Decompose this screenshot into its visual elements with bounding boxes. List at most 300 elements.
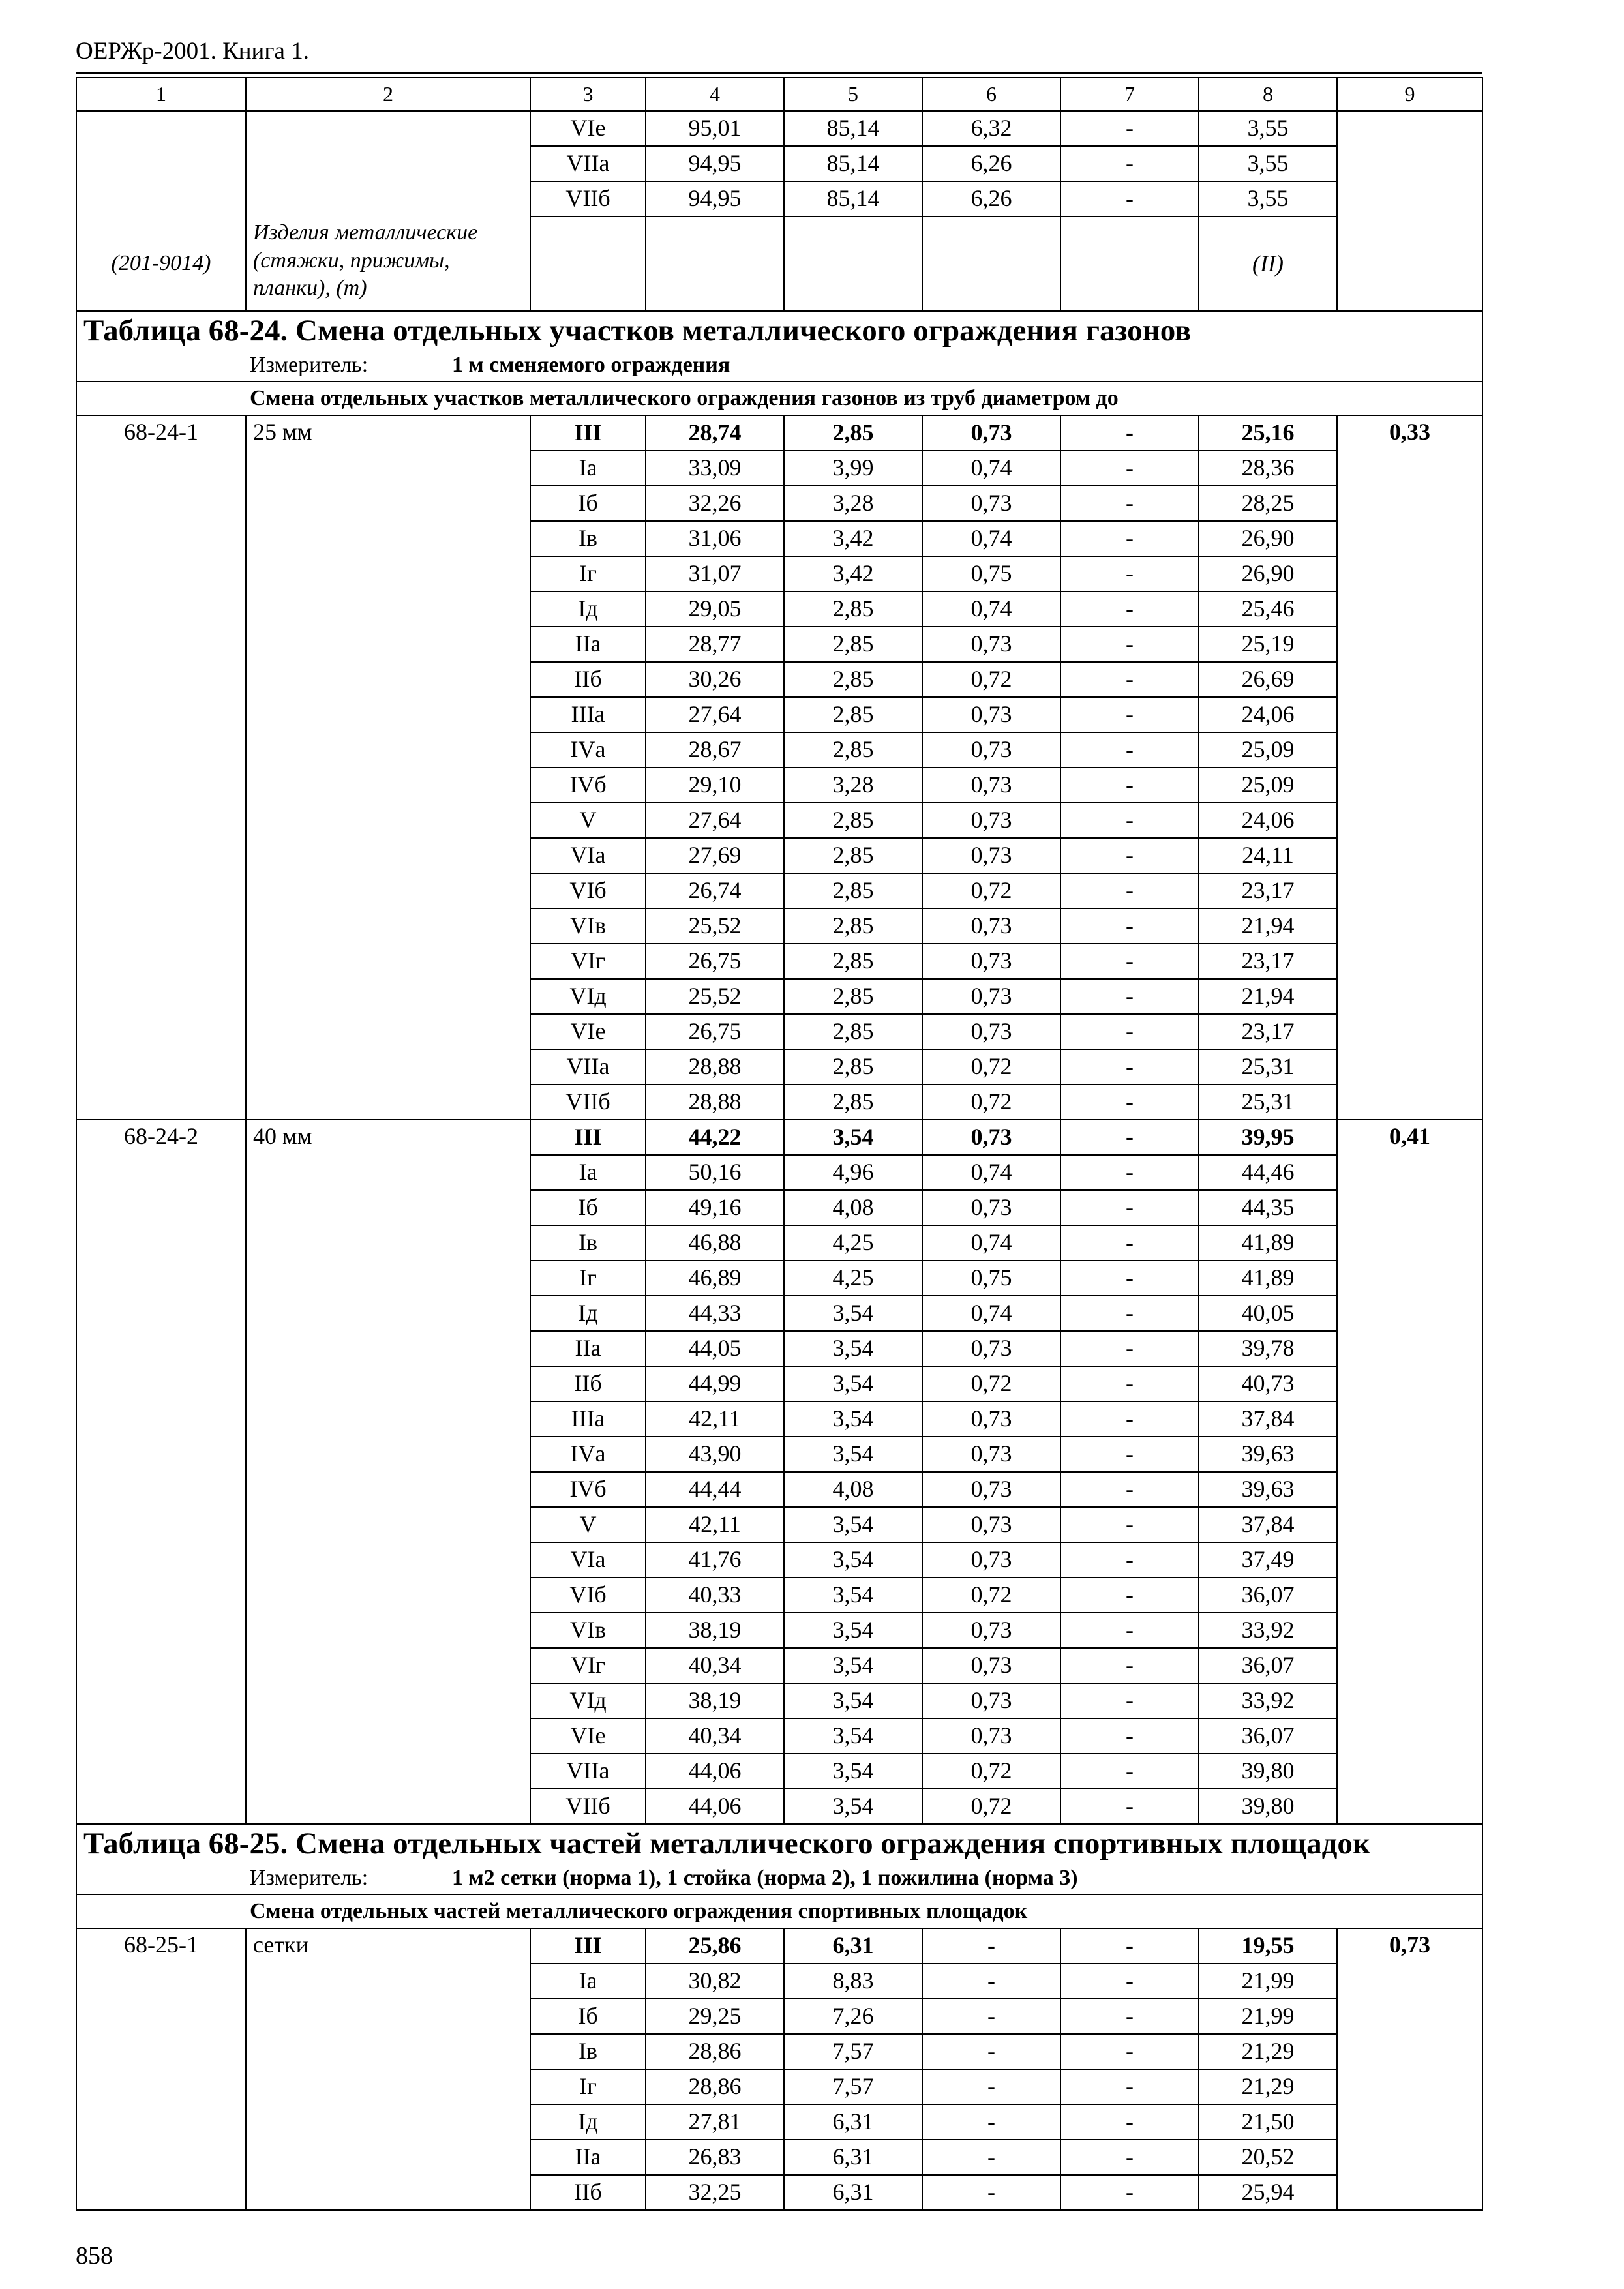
value-cell: 39,80 bbox=[1199, 1754, 1337, 1789]
value-cell: - bbox=[1060, 838, 1199, 873]
value-cell: - bbox=[1060, 181, 1199, 217]
value-cell: 36,07 bbox=[1199, 1648, 1337, 1683]
empty-cell bbox=[1060, 217, 1199, 311]
zone-cell: Iа bbox=[530, 1155, 646, 1190]
value-cell: - bbox=[1060, 1507, 1199, 1542]
zone-cell: VIе bbox=[530, 111, 646, 146]
value-cell: 6,31 bbox=[784, 1928, 922, 1964]
value-cell: 3,99 bbox=[784, 451, 922, 486]
value-cell: - bbox=[1060, 1085, 1199, 1120]
value-cell: - bbox=[1060, 1401, 1199, 1437]
table-row bbox=[76, 1120, 1482, 1155]
zone-cell: Iв bbox=[530, 1225, 646, 1261]
zone-cell: IIа bbox=[530, 1331, 646, 1366]
col9-value: 0,41 bbox=[1337, 1120, 1482, 1824]
zone-cell: V bbox=[530, 803, 646, 838]
zone-cell: VIв bbox=[530, 1613, 646, 1648]
zone-cell: VIа bbox=[530, 1542, 646, 1578]
value-cell: 33,09 bbox=[646, 451, 784, 486]
value-cell: 3,54 bbox=[784, 1366, 922, 1401]
value-cell: - bbox=[1060, 415, 1199, 451]
value-cell: - bbox=[1060, 1437, 1199, 1472]
value-cell: 3,54 bbox=[784, 1754, 922, 1789]
value-cell: 0,73 bbox=[922, 1542, 1060, 1578]
value-cell: 3,54 bbox=[784, 1401, 922, 1437]
value-cell: - bbox=[1060, 556, 1199, 591]
value-cell: 0,73 bbox=[922, 627, 1060, 662]
rate-code: 68-25-1 bbox=[76, 1928, 246, 2210]
zone-cell: VIв bbox=[530, 908, 646, 944]
value-cell: 23,17 bbox=[1199, 944, 1337, 979]
value-cell: 29,25 bbox=[646, 1999, 784, 2034]
value-cell: 25,94 bbox=[1199, 2175, 1337, 2210]
value-cell: - bbox=[1060, 521, 1199, 556]
value-cell: - bbox=[922, 2175, 1060, 2210]
zone-cell: VIб bbox=[530, 1578, 646, 1613]
empty-cell bbox=[530, 217, 646, 311]
column-number: 6 bbox=[922, 78, 1060, 111]
value-cell: 6,31 bbox=[784, 2175, 922, 2210]
value-cell: 0,73 bbox=[922, 732, 1060, 768]
name-cell bbox=[246, 111, 530, 217]
value-cell: 33,92 bbox=[1199, 1613, 1337, 1648]
value-cell: - bbox=[1060, 1928, 1199, 1964]
zone-cell: IIб bbox=[530, 2175, 646, 2210]
value-cell: 3,42 bbox=[784, 556, 922, 591]
value-cell: - bbox=[922, 1964, 1060, 1999]
zone-cell: Iв bbox=[530, 2034, 646, 2069]
zone-cell: VIIа bbox=[530, 146, 646, 181]
value-cell: 23,17 bbox=[1199, 1014, 1337, 1049]
value-cell: 3,55 bbox=[1199, 111, 1337, 146]
value-cell: - bbox=[1060, 979, 1199, 1014]
value-cell: 2,85 bbox=[784, 873, 922, 908]
value-cell: - bbox=[1060, 1754, 1199, 1789]
value-cell: 4,08 bbox=[784, 1472, 922, 1507]
value-cell: 44,05 bbox=[646, 1331, 784, 1366]
value-cell: 3,54 bbox=[784, 1789, 922, 1824]
value-cell: 29,10 bbox=[646, 768, 784, 803]
zone-cell: Iа bbox=[530, 1964, 646, 1999]
value-cell: 3,55 bbox=[1199, 181, 1337, 217]
zone-cell: IIа bbox=[530, 2140, 646, 2175]
col9-value: 0,73 bbox=[1337, 1928, 1482, 2210]
zone-cell: VIг bbox=[530, 1648, 646, 1683]
value-cell: 31,07 bbox=[646, 556, 784, 591]
value-cell: 25,16 bbox=[1199, 415, 1337, 451]
zone-cell: VIе bbox=[530, 1014, 646, 1049]
value-cell: 2,85 bbox=[784, 944, 922, 979]
value-cell: 40,73 bbox=[1199, 1366, 1337, 1401]
value-cell: 2,85 bbox=[784, 662, 922, 697]
unit-row bbox=[76, 350, 1482, 382]
value-cell: 26,75 bbox=[646, 944, 784, 979]
resource-row bbox=[76, 217, 1482, 311]
zone-cell: IIб bbox=[530, 1366, 646, 1401]
value-cell: 25,52 bbox=[646, 979, 784, 1014]
column-number: 2 bbox=[246, 78, 530, 111]
value-cell: 40,05 bbox=[1199, 1296, 1337, 1331]
value-cell: 85,14 bbox=[784, 146, 922, 181]
value-cell: - bbox=[1060, 1331, 1199, 1366]
value-cell: 95,01 bbox=[646, 111, 784, 146]
value-cell: 3,28 bbox=[784, 486, 922, 521]
value-cell: 25,52 bbox=[646, 908, 784, 944]
value-cell: - bbox=[1060, 1718, 1199, 1754]
value-cell: 39,95 bbox=[1199, 1120, 1337, 1155]
value-cell: 2,85 bbox=[784, 697, 922, 732]
value-cell: 0,73 bbox=[922, 415, 1060, 451]
zone-cell: Iг bbox=[530, 2069, 646, 2104]
zone-cell: VIг bbox=[530, 944, 646, 979]
value-cell: 27,81 bbox=[646, 2104, 784, 2140]
unit-value: 1 м сменяемого ограждения bbox=[452, 353, 730, 378]
value-cell: 38,19 bbox=[646, 1683, 784, 1718]
value-cell: 42,11 bbox=[646, 1507, 784, 1542]
value-cell: 40,33 bbox=[646, 1578, 784, 1613]
zone-cell: VIIа bbox=[530, 1049, 646, 1085]
zone-cell: VIд bbox=[530, 1683, 646, 1718]
value-cell: - bbox=[1060, 1613, 1199, 1648]
value-cell: 0,73 bbox=[922, 1120, 1060, 1155]
value-cell: 0,74 bbox=[922, 521, 1060, 556]
value-cell: 0,73 bbox=[922, 944, 1060, 979]
value-cell: - bbox=[1060, 1261, 1199, 1296]
value-cell: 2,85 bbox=[784, 732, 922, 768]
value-cell: - bbox=[1060, 1120, 1199, 1155]
value-cell: 8,83 bbox=[784, 1964, 922, 1999]
value-cell: - bbox=[1060, 662, 1199, 697]
section-subtitle: Смена отдельных частей металлического ограждения спортивных площадок bbox=[76, 1894, 1482, 1928]
value-cell: - bbox=[1060, 2104, 1199, 2140]
zone-cell: IVа bbox=[530, 732, 646, 768]
value-cell: 0,73 bbox=[922, 1331, 1060, 1366]
zone-cell: Iд bbox=[530, 1296, 646, 1331]
table-body bbox=[76, 78, 1482, 2210]
value-cell: 3,54 bbox=[784, 1296, 922, 1331]
value-cell: 2,85 bbox=[784, 1085, 922, 1120]
unit-value: 1 м2 сетки (норма 1), 1 стойка (норма 2), 1 пожилина (норма 3) bbox=[452, 1866, 1078, 1891]
zone-cell: VIб bbox=[530, 873, 646, 908]
subtitle-row bbox=[76, 382, 1482, 415]
zone-cell: Iг bbox=[530, 556, 646, 591]
value-cell: 42,11 bbox=[646, 1401, 784, 1437]
value-cell: - bbox=[1060, 2034, 1199, 2069]
value-cell: - bbox=[922, 1928, 1060, 1964]
value-cell: 0,73 bbox=[922, 1437, 1060, 1472]
zone-cell: Iв bbox=[530, 521, 646, 556]
zone-cell: VIIб bbox=[530, 1789, 646, 1824]
zone-cell: IVб bbox=[530, 1472, 646, 1507]
zone-cell: Iб bbox=[530, 1190, 646, 1225]
value-cell: 36,07 bbox=[1199, 1718, 1337, 1754]
zone-cell: III bbox=[530, 1928, 646, 1964]
unit-row bbox=[76, 1863, 1482, 1894]
value-cell: - bbox=[1060, 1789, 1199, 1824]
value-cell: 0,72 bbox=[922, 662, 1060, 697]
zone-cell: VIIа bbox=[530, 1754, 646, 1789]
value-cell: - bbox=[1060, 146, 1199, 181]
value-cell: 27,64 bbox=[646, 803, 784, 838]
table-title: Таблица 68-24. Смена отдельных участков металлического ограждения газонов bbox=[76, 311, 1482, 350]
value-cell: 26,75 bbox=[646, 1014, 784, 1049]
value-cell: 20,52 bbox=[1199, 2140, 1337, 2175]
value-cell: 28,77 bbox=[646, 627, 784, 662]
value-cell: 28,74 bbox=[646, 415, 784, 451]
value-cell: 30,26 bbox=[646, 662, 784, 697]
value-cell: 7,57 bbox=[784, 2034, 922, 2069]
value-cell: 2,85 bbox=[784, 979, 922, 1014]
value-cell: - bbox=[1060, 803, 1199, 838]
value-cell: 49,16 bbox=[646, 1190, 784, 1225]
section-subtitle: Смена отдельных участков металлического ограждения газонов из труб диаметром до bbox=[76, 382, 1482, 415]
value-cell: 28,86 bbox=[646, 2034, 784, 2069]
zone-cell: III bbox=[530, 415, 646, 451]
value-cell: 39,63 bbox=[1199, 1472, 1337, 1507]
running-header: ОЕРЖр-2001. Книга 1. bbox=[76, 38, 309, 65]
value-cell: - bbox=[1060, 1190, 1199, 1225]
value-cell: 24,06 bbox=[1199, 803, 1337, 838]
value-cell: 39,63 bbox=[1199, 1437, 1337, 1472]
value-cell: - bbox=[1060, 1155, 1199, 1190]
column-number: 7 bbox=[1060, 78, 1199, 111]
empty-cell bbox=[646, 217, 784, 311]
table-title-row bbox=[76, 311, 1482, 350]
value-cell: 37,84 bbox=[1199, 1507, 1337, 1542]
value-cell: 27,69 bbox=[646, 838, 784, 873]
zone-cell: Iб bbox=[530, 1999, 646, 2034]
value-cell: - bbox=[1060, 732, 1199, 768]
table-title: Таблица 68-25. Смена отдельных частей металлического ограждения спортивных площадок bbox=[76, 1824, 1482, 1863]
value-cell: - bbox=[922, 2140, 1060, 2175]
value-cell: 6,26 bbox=[922, 146, 1060, 181]
value-cell: 0,74 bbox=[922, 451, 1060, 486]
value-cell: 37,84 bbox=[1199, 1401, 1337, 1437]
value-cell: 25,31 bbox=[1199, 1085, 1337, 1120]
column-number: 1 bbox=[76, 78, 246, 111]
resource-code: (201-9014) bbox=[76, 217, 246, 311]
value-cell: 0,73 bbox=[922, 1472, 1060, 1507]
zone-cell: IIа bbox=[530, 627, 646, 662]
table-title-row bbox=[76, 1824, 1482, 1863]
value-cell: - bbox=[1060, 111, 1199, 146]
value-cell: 28,67 bbox=[646, 732, 784, 768]
value-cell: - bbox=[922, 2104, 1060, 2140]
value-cell: 46,89 bbox=[646, 1261, 784, 1296]
value-cell: 38,19 bbox=[646, 1613, 784, 1648]
rate-code: 68-24-2 bbox=[76, 1120, 246, 1824]
value-cell: 24,11 bbox=[1199, 838, 1337, 873]
value-cell: - bbox=[1060, 2069, 1199, 2104]
value-cell: 0,72 bbox=[922, 1366, 1060, 1401]
value-cell: 0,72 bbox=[922, 1049, 1060, 1085]
value-cell: 26,90 bbox=[1199, 556, 1337, 591]
zone-cell: IVа bbox=[530, 1437, 646, 1472]
column-number-row bbox=[76, 78, 1482, 111]
value-cell: - bbox=[1060, 627, 1199, 662]
value-cell: 7,26 bbox=[784, 1999, 922, 2034]
value-cell: 3,54 bbox=[784, 1613, 922, 1648]
value-cell: 21,29 bbox=[1199, 2069, 1337, 2104]
value-cell: 23,17 bbox=[1199, 873, 1337, 908]
value-cell: 0,73 bbox=[922, 1683, 1060, 1718]
value-cell: 4,25 bbox=[784, 1225, 922, 1261]
unit-label: Измеритель: bbox=[250, 353, 368, 378]
zone-cell: IIIа bbox=[530, 1401, 646, 1437]
value-cell: - bbox=[922, 2069, 1060, 2104]
value-cell: 44,46 bbox=[1199, 1155, 1337, 1190]
value-cell: 6,26 bbox=[922, 181, 1060, 217]
zone-cell: VIд bbox=[530, 979, 646, 1014]
value-cell: 4,08 bbox=[784, 1190, 922, 1225]
column-number: 4 bbox=[646, 78, 784, 111]
value-cell: 0,74 bbox=[922, 591, 1060, 627]
value-cell: 4,25 bbox=[784, 1261, 922, 1296]
value-cell: 44,33 bbox=[646, 1296, 784, 1331]
value-cell: 3,54 bbox=[784, 1331, 922, 1366]
zone-cell: IIIа bbox=[530, 697, 646, 732]
unit-cell bbox=[76, 350, 1482, 382]
value-cell: 2,85 bbox=[784, 908, 922, 944]
value-cell: 21,99 bbox=[1199, 1999, 1337, 2034]
value-cell: 44,35 bbox=[1199, 1190, 1337, 1225]
value-cell: 0,73 bbox=[922, 486, 1060, 521]
zone-cell: Iа bbox=[530, 451, 646, 486]
value-cell: - bbox=[1060, 768, 1199, 803]
value-cell: - bbox=[1060, 1578, 1199, 1613]
table-row bbox=[76, 415, 1482, 451]
empty-cell bbox=[922, 217, 1060, 311]
value-cell: 37,49 bbox=[1199, 1542, 1337, 1578]
value-cell: 0,74 bbox=[922, 1225, 1060, 1261]
value-cell: 40,34 bbox=[646, 1648, 784, 1683]
rate-name: 40 мм bbox=[246, 1120, 530, 1824]
value-cell: 29,05 bbox=[646, 591, 784, 627]
value-cell: 0,72 bbox=[922, 1578, 1060, 1613]
value-cell: 41,89 bbox=[1199, 1225, 1337, 1261]
value-cell: 28,36 bbox=[1199, 451, 1337, 486]
value-cell: - bbox=[1060, 1225, 1199, 1261]
value-cell: 27,64 bbox=[646, 697, 784, 732]
value-cell: 26,69 bbox=[1199, 662, 1337, 697]
value-cell: 3,54 bbox=[784, 1578, 922, 1613]
value-cell: 0,73 bbox=[922, 1648, 1060, 1683]
value-cell: 2,85 bbox=[784, 1014, 922, 1049]
zone-cell: VIIб bbox=[530, 181, 646, 217]
resource-name: Изделия металлические (стяжки, прижимы, планки), (т) bbox=[246, 217, 530, 311]
value-cell: 50,16 bbox=[646, 1155, 784, 1190]
value-cell: 44,06 bbox=[646, 1789, 784, 1824]
value-cell: 0,73 bbox=[922, 908, 1060, 944]
value-cell: - bbox=[1060, 1542, 1199, 1578]
value-cell: 0,73 bbox=[922, 1401, 1060, 1437]
value-cell: 44,22 bbox=[646, 1120, 784, 1155]
value-cell: 44,44 bbox=[646, 1472, 784, 1507]
value-cell: 26,90 bbox=[1199, 521, 1337, 556]
value-cell: 3,54 bbox=[784, 1718, 922, 1754]
value-cell: 0,72 bbox=[922, 1754, 1060, 1789]
value-cell: 33,92 bbox=[1199, 1683, 1337, 1718]
rate-name: 25 мм bbox=[246, 415, 530, 1120]
value-cell: 3,55 bbox=[1199, 146, 1337, 181]
value-cell: 3,54 bbox=[784, 1542, 922, 1578]
value-cell: - bbox=[1060, 1014, 1199, 1049]
value-cell: 25,19 bbox=[1199, 627, 1337, 662]
value-cell: 21,94 bbox=[1199, 979, 1337, 1014]
value-cell: 0,73 bbox=[922, 1014, 1060, 1049]
value-cell: 2,85 bbox=[784, 803, 922, 838]
value-cell: 26,83 bbox=[646, 2140, 784, 2175]
value-cell: - bbox=[1060, 1049, 1199, 1085]
column-number: 5 bbox=[784, 78, 922, 111]
table-row bbox=[76, 111, 1482, 146]
value-cell: 7,57 bbox=[784, 2069, 922, 2104]
zone-cell: III bbox=[530, 1120, 646, 1155]
value-cell: 21,29 bbox=[1199, 2034, 1337, 2069]
value-cell: 0,75 bbox=[922, 556, 1060, 591]
table-row bbox=[76, 1928, 1482, 1964]
value-cell: 0,72 bbox=[922, 1789, 1060, 1824]
unit-cell bbox=[76, 1863, 1482, 1894]
value-cell: 41,89 bbox=[1199, 1261, 1337, 1296]
value-cell: 32,25 bbox=[646, 2175, 784, 2210]
rate-name: сетки bbox=[246, 1928, 530, 2210]
value-cell: 25,09 bbox=[1199, 732, 1337, 768]
value-cell: 0,73 bbox=[922, 1190, 1060, 1225]
value-cell: 6,31 bbox=[784, 2140, 922, 2175]
subtitle-row bbox=[76, 1894, 1482, 1928]
zone-cell: VIIб bbox=[530, 1085, 646, 1120]
value-cell: 0,73 bbox=[922, 1507, 1060, 1542]
value-cell: 25,31 bbox=[1199, 1049, 1337, 1085]
value-cell: 39,80 bbox=[1199, 1789, 1337, 1824]
value-cell: 0,72 bbox=[922, 1085, 1060, 1120]
value-cell: 0,74 bbox=[922, 1296, 1060, 1331]
value-cell: 19,55 bbox=[1199, 1928, 1337, 1964]
value-cell: 0,73 bbox=[922, 803, 1060, 838]
value-cell: - bbox=[1060, 1964, 1199, 1999]
value-cell: 32,26 bbox=[646, 486, 784, 521]
value-cell: 2,85 bbox=[784, 838, 922, 873]
value-cell: 0,73 bbox=[922, 768, 1060, 803]
value-cell: 46,88 bbox=[646, 1225, 784, 1261]
value-cell: 43,90 bbox=[646, 1437, 784, 1472]
value-cell: - bbox=[1060, 908, 1199, 944]
zone-cell: Iд bbox=[530, 2104, 646, 2140]
value-cell: 2,85 bbox=[784, 627, 922, 662]
value-cell: 3,54 bbox=[784, 1507, 922, 1542]
value-cell: 41,76 bbox=[646, 1542, 784, 1578]
value-cell: 94,95 bbox=[646, 146, 784, 181]
value-cell: 40,34 bbox=[646, 1718, 784, 1754]
value-cell: 39,78 bbox=[1199, 1331, 1337, 1366]
value-cell: 0,75 bbox=[922, 1261, 1060, 1296]
zone-cell: Iб bbox=[530, 486, 646, 521]
value-cell: 3,54 bbox=[784, 1648, 922, 1683]
zone-cell: IVб bbox=[530, 768, 646, 803]
value-cell: 44,06 bbox=[646, 1754, 784, 1789]
value-cell: - bbox=[1060, 591, 1199, 627]
value-cell: 28,86 bbox=[646, 2069, 784, 2104]
column-number: 8 bbox=[1199, 78, 1337, 111]
value-cell: 26,74 bbox=[646, 873, 784, 908]
value-cell: - bbox=[1060, 1296, 1199, 1331]
value-cell: 30,82 bbox=[646, 1964, 784, 1999]
value-cell: - bbox=[1060, 486, 1199, 521]
col9-value: 0,33 bbox=[1337, 415, 1482, 1120]
value-cell: 3,54 bbox=[784, 1683, 922, 1718]
zone-cell: VIе bbox=[530, 1718, 646, 1754]
